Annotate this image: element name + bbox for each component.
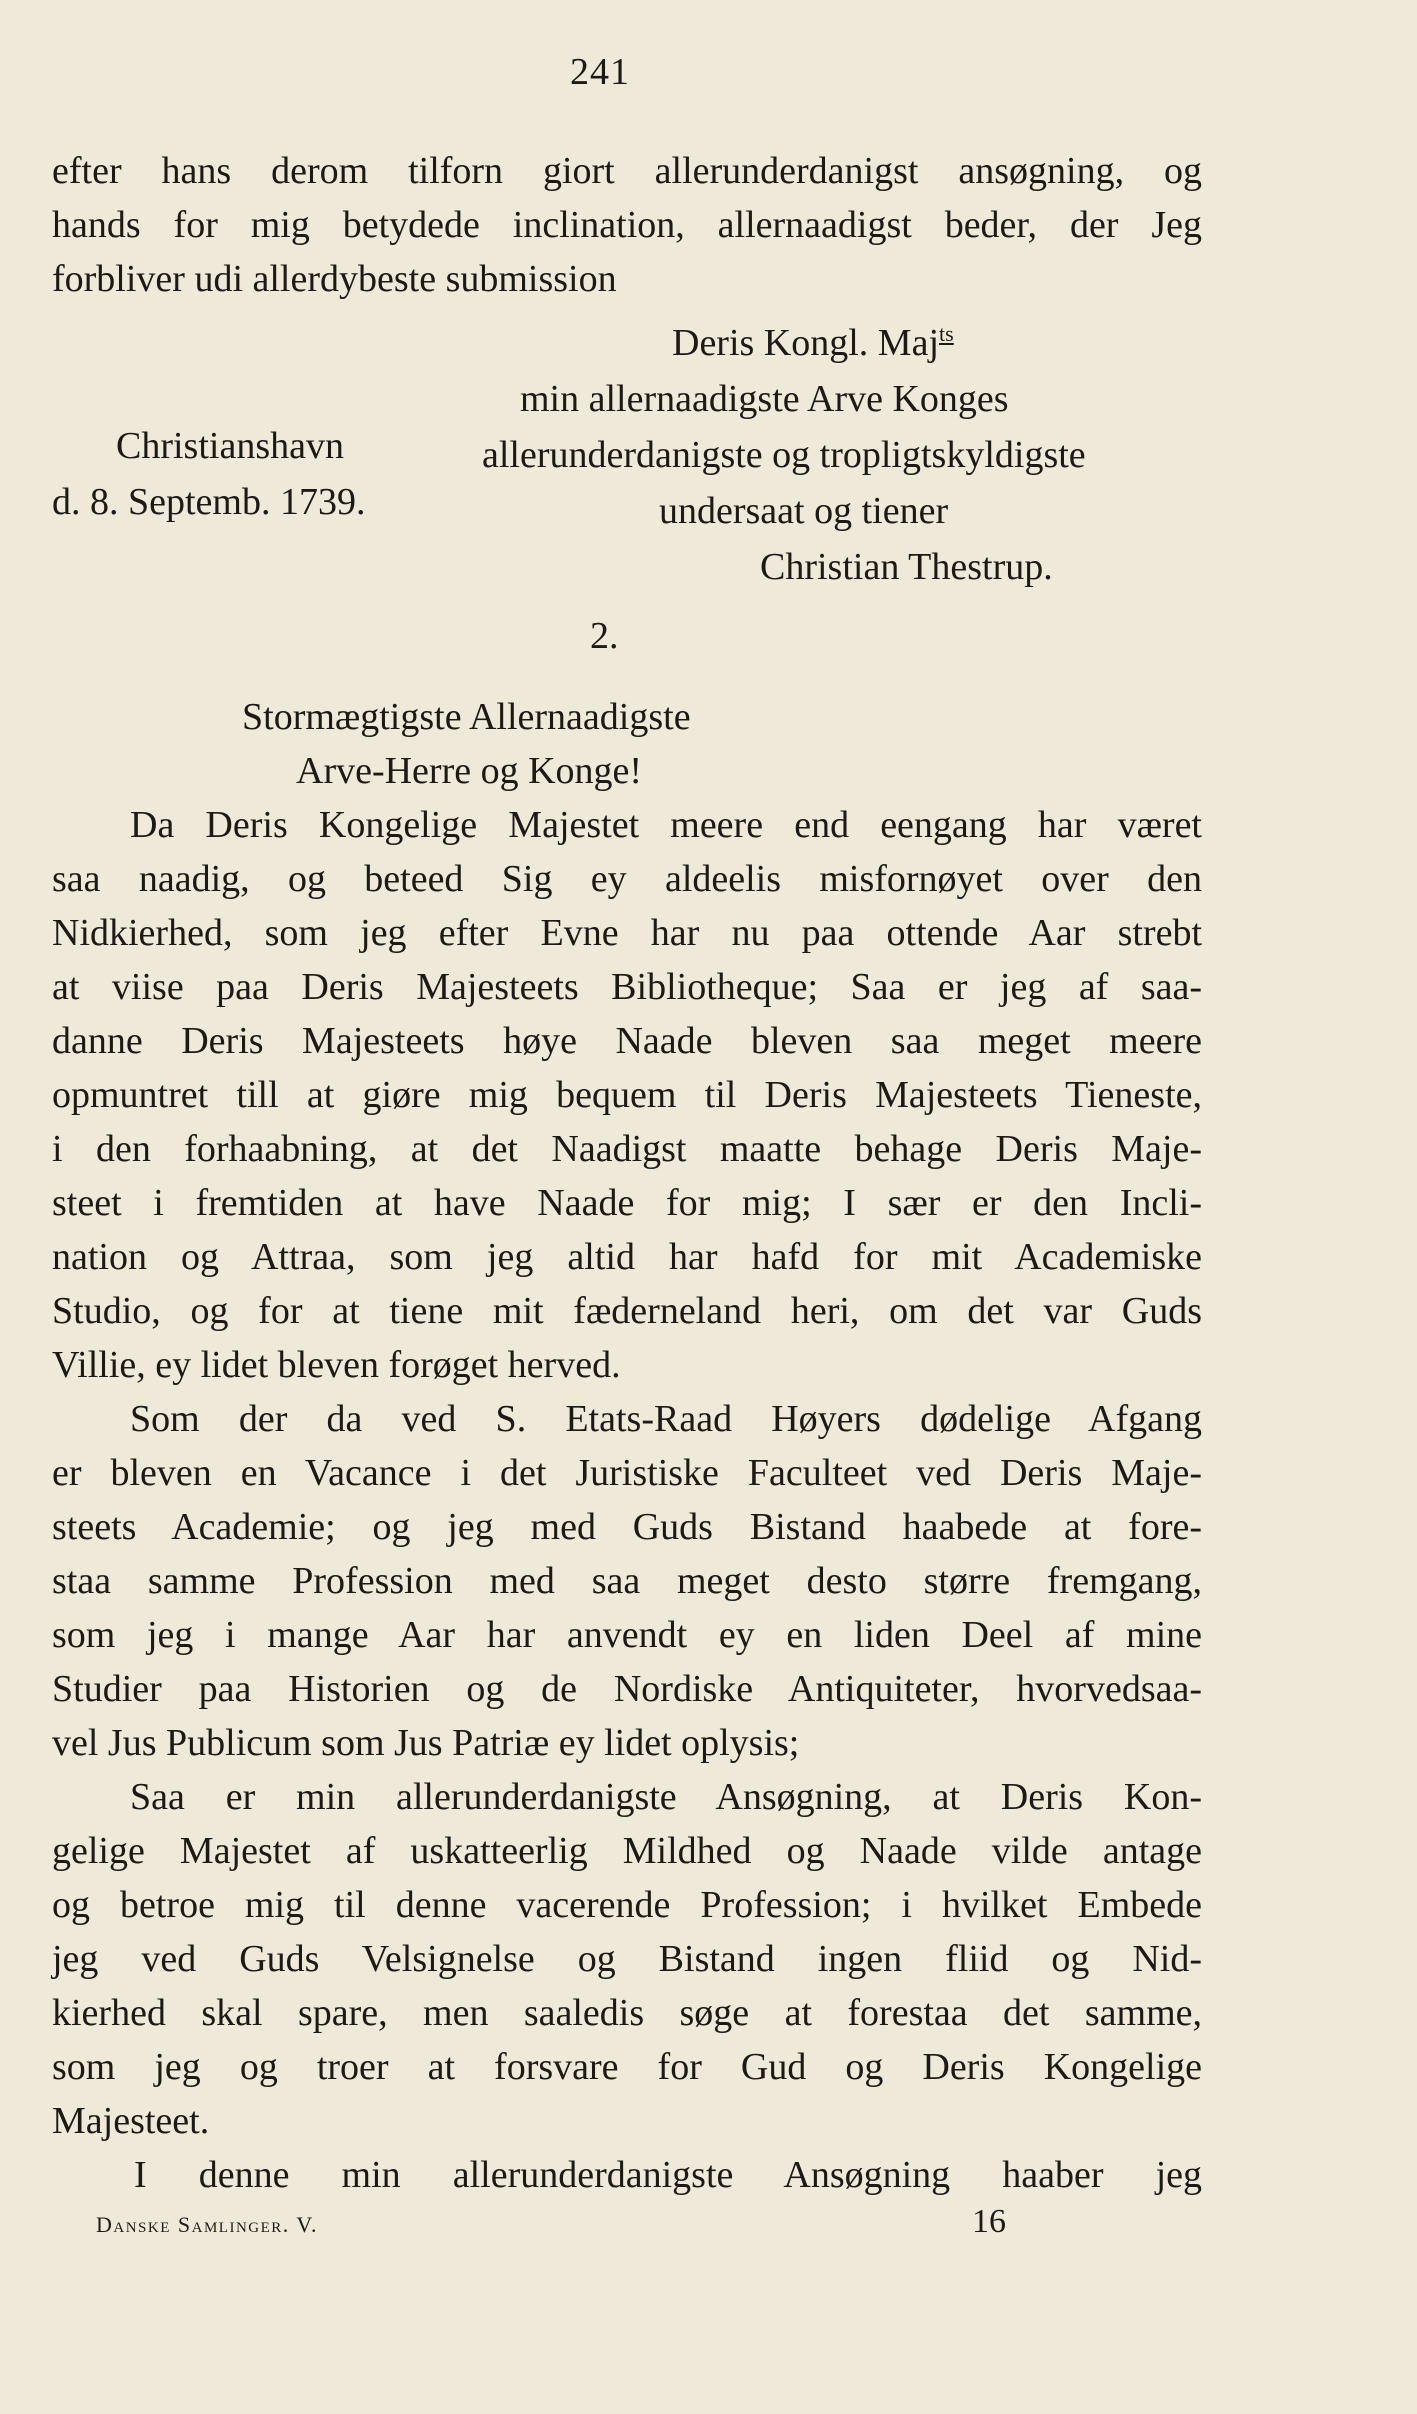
signature-title: Deris Kongl. Maj: [672, 322, 940, 364]
place-date: [52, 418, 365, 530]
text-line: gelige Majestet af uskatteerlig Mildhed og Naade vilde antage: [52, 1830, 1202, 1872]
paragraph: [52, 1770, 1202, 2148]
signature-line: undersaat og tiener: [659, 490, 949, 532]
text-line: jeg ved Guds Velsignelse og Bistand ingen fliid og Nid-: [52, 1938, 1202, 1980]
page-number: 241: [570, 51, 630, 93]
signature-line: min allernaadigste Arve Konges: [520, 378, 1009, 420]
paragraph: [52, 798, 1202, 1392]
text-line: staa samme Profession med saa meget desto større fremgang,: [52, 1560, 1202, 1602]
text-line: er bleven en Vacance i det Juristiske Faculteet ved Deris Maje-: [52, 1452, 1202, 1494]
text-line: hands for mig betydede inclination, allernaadigst beder, der Jeg: [52, 204, 1202, 246]
text-line: forbliver udi allerdybeste submission: [52, 258, 617, 300]
opening-text: [52, 144, 1202, 306]
text-line: vel Jus Publicum som Jus Patriæ ey lidet oplysis;: [52, 1722, 800, 1764]
paragraph: [52, 2148, 1202, 2202]
text-line: danne Deris Majesteets høye Naade bleven saa meget meere: [52, 1020, 1202, 1062]
section-number: 2.: [590, 615, 619, 657]
text-line: Som der da ved S. Etats-Raad Høyers dødelige Afgang: [130, 1398, 1202, 1440]
text-line: som jeg i mange Aar har anvendt ey en liden Deel af mine: [52, 1614, 1202, 1656]
signer-name: Christian Thestrup.: [760, 546, 1053, 588]
signature-line: allerunderdanigste og tropligtskyldigste: [482, 434, 1086, 476]
text-line: opmuntret till at giøre mig bequem til Deris Majesteets Tieneste,: [52, 1074, 1202, 1116]
text-line: steet i fremtiden at have Naade for mig; I sær er den Incli-: [52, 1182, 1202, 1224]
sheet-number: 16: [972, 2203, 1006, 2240]
text-line: efter hans derom tilforn giort allerunderdanigst ansøgning, og: [52, 150, 1202, 192]
text-line: Villie, ey lidet bleven forøget herved.: [52, 1344, 621, 1386]
paragraph: [52, 1392, 1202, 1770]
text-line: Saa er min allerunderdanigste Ansøgning, at Deris Kon-: [130, 1776, 1202, 1818]
text-line: Nidkierhed, som jeg efter Evne har nu paa ottende Aar strebt: [52, 912, 1202, 954]
text-line: Studier paa Historien og de Nordiske Antiquiteter, hvorvedsaa-: [52, 1668, 1202, 1710]
text-line: kierhed skal spare, men saaledis søge at forestaa det samme,: [52, 1992, 1202, 2034]
text-line: nation og Attraa, som jeg altid har hafd for mit Academiske: [52, 1236, 1202, 1278]
text-line: I denne min allerunderdanigste Ansøgning haaber jeg: [134, 2154, 1202, 2196]
salutation-line: Stormægtigste Allernaadigste: [242, 696, 691, 738]
text-line: og betroe mig til denne vacerende Profession; i hvilket Embede: [52, 1884, 1202, 1926]
text-line: Studio, og for at tiene mit fæderneland heri, om det var Guds: [52, 1290, 1202, 1332]
place: Christianshavn: [116, 425, 344, 467]
text-line: Da Deris Kongelige Majestet meere end eengang har været: [130, 804, 1202, 846]
text-line: steets Academie; og jeg med Guds Bistand haabede at fore-: [52, 1506, 1202, 1548]
text-line: saa naadig, og beteed Sig ey aldeelis misfornøyet over den: [52, 858, 1202, 900]
abbreviation-superscript: ts: [939, 321, 954, 346]
text-line: at viise paa Deris Majesteets Bibliotheque; Saa er jeg af saa-: [52, 966, 1202, 1008]
text-line: Majesteet.: [52, 2100, 210, 2142]
text-line: i den forhaabning, at det Naadigst maatte behage Deris Maje-: [52, 1128, 1202, 1170]
signature-line: [482, 306, 1202, 371]
signature-block: [482, 306, 1202, 595]
date: d. 8. Septemb. 1739.: [52, 481, 366, 523]
salutation-line: Arve-Herre og Konge!: [296, 750, 643, 792]
text-line: som jeg og troer at forsvare for Gud og Deris Kongelige: [52, 2046, 1202, 2088]
signature-mark: Danske Samlinger. V.: [96, 2212, 318, 2237]
